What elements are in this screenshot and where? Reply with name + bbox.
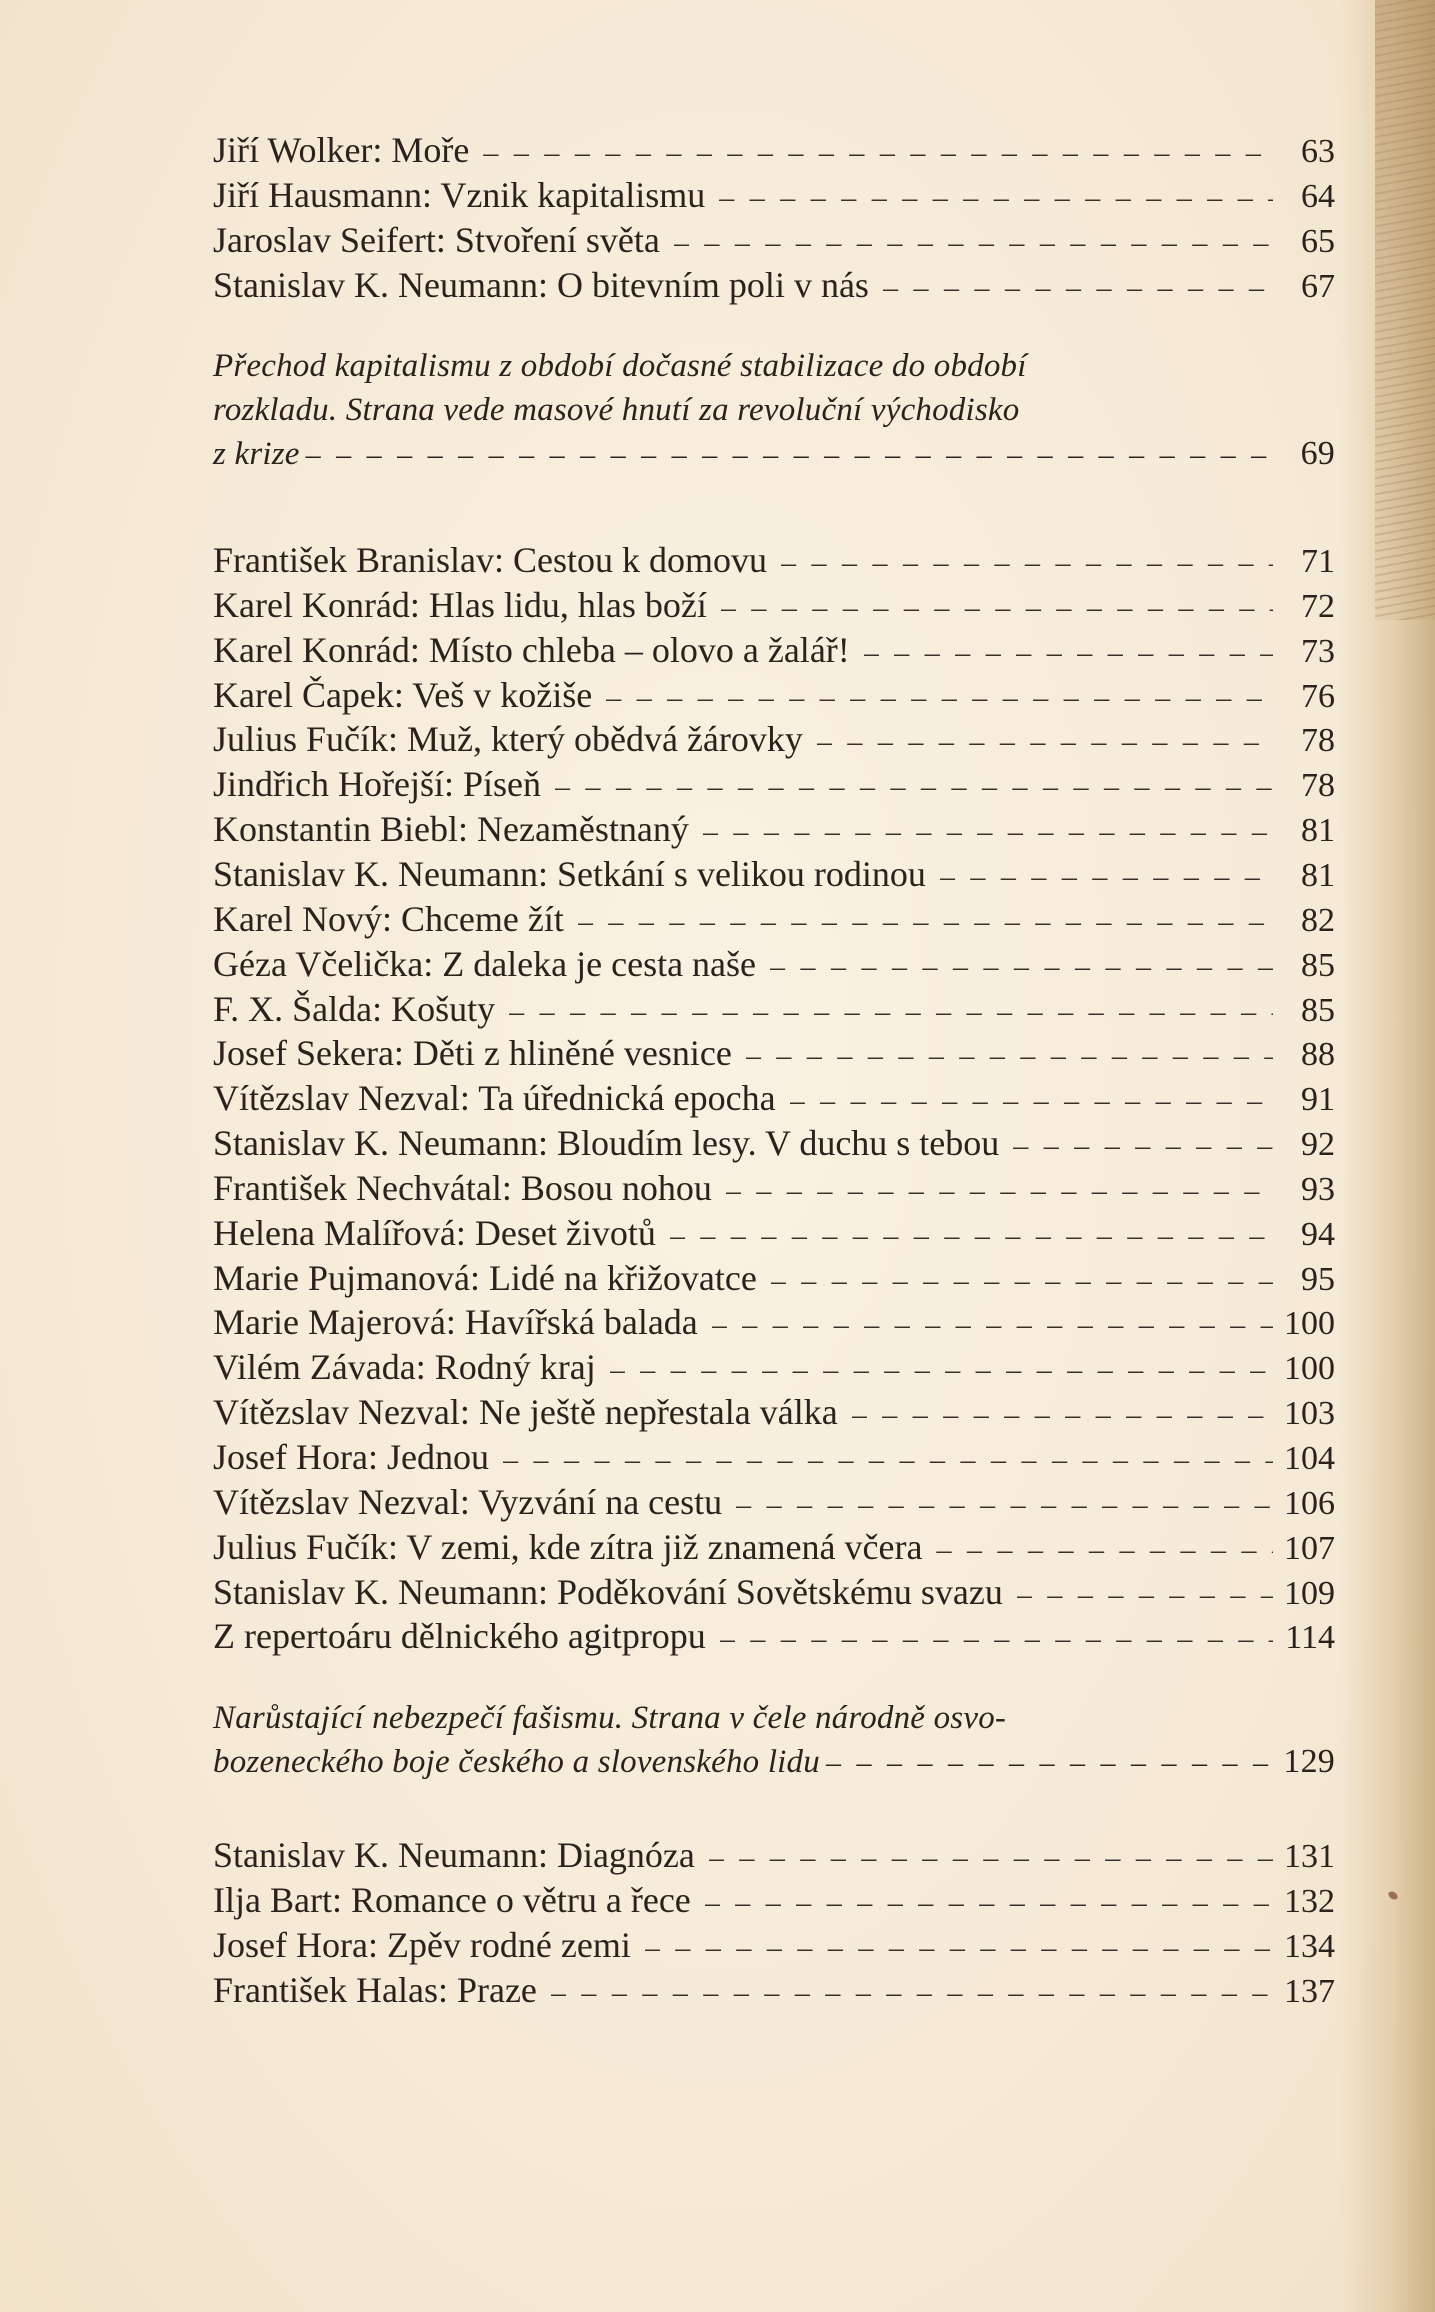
entry-title: Marie Majerová: Havířská balada (213, 1302, 698, 1343)
entry-title: Stanislav K. Neumann: Poděkování Sovětskému svazu (213, 1571, 1003, 1612)
toc-entry[interactable] (213, 218, 1335, 262)
page-number: 67 (1301, 268, 1335, 305)
entry-title: Helena Malířová: Deset životů (213, 1212, 656, 1253)
entry-title: Julius Fučík: Muž, který obědvá žárovky (213, 719, 803, 760)
page-number: 100 (1284, 1305, 1335, 1343)
toc-entry[interactable] (213, 1345, 1335, 1389)
page-number: 81 (1301, 856, 1335, 894)
page-number: 72 (1301, 587, 1335, 625)
toc-entry[interactable] (213, 538, 1335, 582)
dot-leader (771, 1259, 1273, 1303)
entry-title: Karel Nový: Chceme žít (213, 898, 564, 939)
toc-entry[interactable] (213, 1390, 1335, 1434)
dot-leader (746, 1034, 1273, 1078)
toc-entry[interactable] (213, 1256, 1335, 1300)
toc-entry[interactable] (213, 807, 1335, 851)
dot-leader (719, 176, 1273, 220)
page-number: 69 (1300, 435, 1335, 472)
dot-leader (705, 1881, 1273, 1925)
toc-entry[interactable] (213, 1121, 1335, 1165)
page-number: 94 (1301, 1215, 1335, 1253)
entry-title: Z repertoáru dělnického agitpropu (213, 1616, 706, 1657)
page-number: 131 (1284, 1838, 1335, 1875)
toc-entry[interactable] (213, 1614, 1335, 1658)
entry-title: Stanislav K. Neumann: Diagnóza (213, 1835, 695, 1875)
dot-leader (721, 586, 1273, 630)
toc-entry[interactable] (213, 1923, 1335, 1967)
entry-title: Vítězslav Nezval: Ne ještě nepřestala válka (213, 1392, 838, 1433)
page-number: 78 (1301, 767, 1335, 805)
page-number: 88 (1301, 1036, 1335, 1074)
toc-entry[interactable] (213, 1211, 1335, 1255)
page-number: 71 (1301, 543, 1335, 580)
page-number: 63 (1301, 133, 1335, 170)
dot-leader (726, 1169, 1273, 1213)
section-heading-line: rozkladu. Strana vede masové hnutí za revoluční východisko (213, 392, 1020, 428)
toc-entry[interactable] (213, 628, 1335, 672)
toc-entry[interactable] (213, 897, 1335, 941)
toc-entry[interactable] (213, 1300, 1335, 1344)
page-number: 104 (1284, 1440, 1335, 1477)
toc-entry[interactable] (213, 128, 1335, 172)
entry-title: Josef Sekera: Děti z hliněné vesnice (213, 1033, 732, 1074)
page-number: 114 (1285, 1619, 1335, 1657)
page-number: 92 (1301, 1126, 1335, 1164)
section-heading-line[interactable] (213, 1740, 1335, 1784)
dot-leader (670, 1214, 1273, 1258)
dot-leader (1013, 1124, 1273, 1168)
entry-title: Marie Pujmanová: Lidé na křižovatce (213, 1257, 757, 1298)
toc-entry[interactable] (213, 942, 1335, 986)
dot-leader (790, 1079, 1273, 1123)
toc-entry[interactable] (213, 1570, 1335, 1614)
page-number: 85 (1301, 946, 1335, 984)
dot-leader (820, 1741, 1273, 1785)
page-number: 85 (1301, 991, 1335, 1029)
dot-leader (483, 131, 1273, 175)
entry-title: Jiří Wolker: Moře (213, 130, 470, 170)
toc-entry[interactable] (213, 673, 1335, 717)
entry-title: Ilja Bart: Romance o větru a řece (213, 1880, 691, 1920)
dot-leader (936, 1528, 1273, 1572)
entry-title: Stanislav K. Neumann: Bloudím lesy. V duchu s tebou (213, 1123, 1000, 1164)
page-number: 65 (1301, 223, 1335, 260)
foxing-stain (1375, 0, 1435, 620)
section-heading-line: Přechod kapitalismu z období dočasné stabilizace do období (213, 348, 1027, 384)
dot-leader (781, 541, 1273, 585)
dot-leader (610, 1348, 1273, 1392)
entry-title: Karel Konrád: Hlas lidu, hlas boží (213, 584, 707, 625)
entry-title: Karel Čapek: Veš v kožiše (213, 674, 593, 715)
dot-leader (645, 1926, 1273, 1970)
toc-entry[interactable] (213, 717, 1335, 761)
dot-leader (852, 1393, 1273, 1437)
toc-entry[interactable] (213, 1525, 1335, 1569)
page-number: 78 (1301, 722, 1335, 760)
entry-title: Jaroslav Seifert: Stvoření světa (213, 220, 660, 260)
dot-leader (1017, 1573, 1273, 1617)
section-heading-line: Narůstající nebezpečí fašismu. Strana v čele národně osvo- (213, 1700, 1007, 1736)
page-number: 91 (1301, 1081, 1335, 1119)
dot-leader (555, 765, 1273, 809)
entry-title: Stanislav K. Neumann: O bitevním poli v nás (213, 265, 869, 305)
dot-leader (703, 810, 1273, 854)
toc-entry[interactable] (213, 1480, 1335, 1524)
toc-entry[interactable] (213, 173, 1335, 217)
toc-entry[interactable] (213, 1031, 1335, 1075)
entry-title: Josef Hora: Jednou (213, 1437, 489, 1477)
toc-entry[interactable] (213, 762, 1335, 806)
toc-entry[interactable] (213, 1166, 1335, 1210)
entry-title: Jindřich Hořejší: Píseň (213, 764, 541, 805)
dot-leader (770, 945, 1273, 989)
entry-title: Vítězslav Nezval: Vyzvání na cestu (213, 1481, 723, 1522)
dot-leader (509, 990, 1273, 1034)
dot-leader (551, 1971, 1273, 2015)
toc-entry[interactable] (213, 1833, 1335, 1877)
dot-leader (817, 720, 1273, 764)
toc-entry[interactable] (213, 1076, 1335, 1120)
entry-title: Jiří Hausmann: Vznik kapitalismu (213, 175, 706, 215)
section-heading-1 (213, 344, 1335, 476)
page-number: 100 (1284, 1350, 1335, 1388)
page-number: 132 (1284, 1883, 1335, 1920)
dot-leader (674, 221, 1273, 265)
page-number: 73 (1301, 632, 1335, 670)
entry-title: František Nechvátal: Bosou nohou (213, 1167, 712, 1208)
toc-entry[interactable] (213, 852, 1335, 896)
page-number: 95 (1301, 1260, 1335, 1298)
dot-leader (712, 1303, 1273, 1347)
page-number: 109 (1284, 1574, 1335, 1612)
page-number: 64 (1301, 178, 1335, 215)
dot-leader (606, 676, 1273, 720)
entry-title: Josef Hora: Zpěv rodné zemi (213, 1925, 631, 1965)
dot-leader (709, 1836, 1273, 1880)
page-number: 82 (1301, 901, 1335, 939)
section-heading-2 (213, 1696, 1335, 1784)
dot-leader (720, 1617, 1273, 1661)
page-number: 81 (1301, 812, 1335, 850)
toc-entry[interactable] (213, 1968, 1335, 2012)
entry-title: Karel Konrád: Místo chleba – olovo a žalář! (213, 629, 850, 670)
section-heading-line[interactable] (213, 432, 1335, 476)
entry-title: Vítězslav Nezval: Ta úřednická epocha (213, 1078, 776, 1119)
toc-entry[interactable] (213, 263, 1335, 307)
entry-title: Konstantin Biebl: Nezaměstnaný (213, 809, 689, 850)
entry-title: F. X. Šalda: Košuty (213, 988, 496, 1029)
page-number: 134 (1284, 1928, 1335, 1965)
dot-leader (883, 266, 1273, 310)
page-number: 129 (1283, 1743, 1335, 1780)
page-number: 93 (1301, 1170, 1335, 1208)
dot-leader (300, 433, 1273, 477)
entry-title: František Halas: Praze (213, 1970, 537, 2010)
entry-title: Géza Včelička: Z daleka je cesta naše (213, 943, 757, 984)
page-number: 76 (1301, 677, 1335, 715)
toc-entry[interactable] (213, 1435, 1335, 1479)
page-number: 107 (1284, 1529, 1335, 1567)
dot-leader (736, 1483, 1273, 1527)
dot-leader (503, 1438, 1273, 1482)
toc-entry[interactable] (213, 987, 1335, 1031)
dot-leader (940, 855, 1273, 899)
section-heading-text: bozeneckého boje českého a slovenského lidu (213, 1744, 820, 1780)
page-number: 103 (1284, 1395, 1335, 1433)
page-number: 137 (1284, 1973, 1335, 2010)
entry-title: Stanislav K. Neumann: Setkání s velikou rodinou (213, 853, 926, 894)
toc-entry[interactable] (213, 583, 1335, 627)
entry-title: František Branislav: Cestou k domovu (213, 540, 767, 580)
page-number: 106 (1284, 1484, 1335, 1522)
dot-leader (578, 900, 1273, 944)
entry-title: Julius Fučík: V zemi, kde zítra již znamená včera (213, 1526, 923, 1567)
section-heading-text: z krize (213, 436, 300, 472)
toc-entry[interactable] (213, 1878, 1335, 1922)
entry-title: Vilém Závada: Rodný kraj (213, 1347, 596, 1388)
dot-leader (864, 631, 1273, 675)
